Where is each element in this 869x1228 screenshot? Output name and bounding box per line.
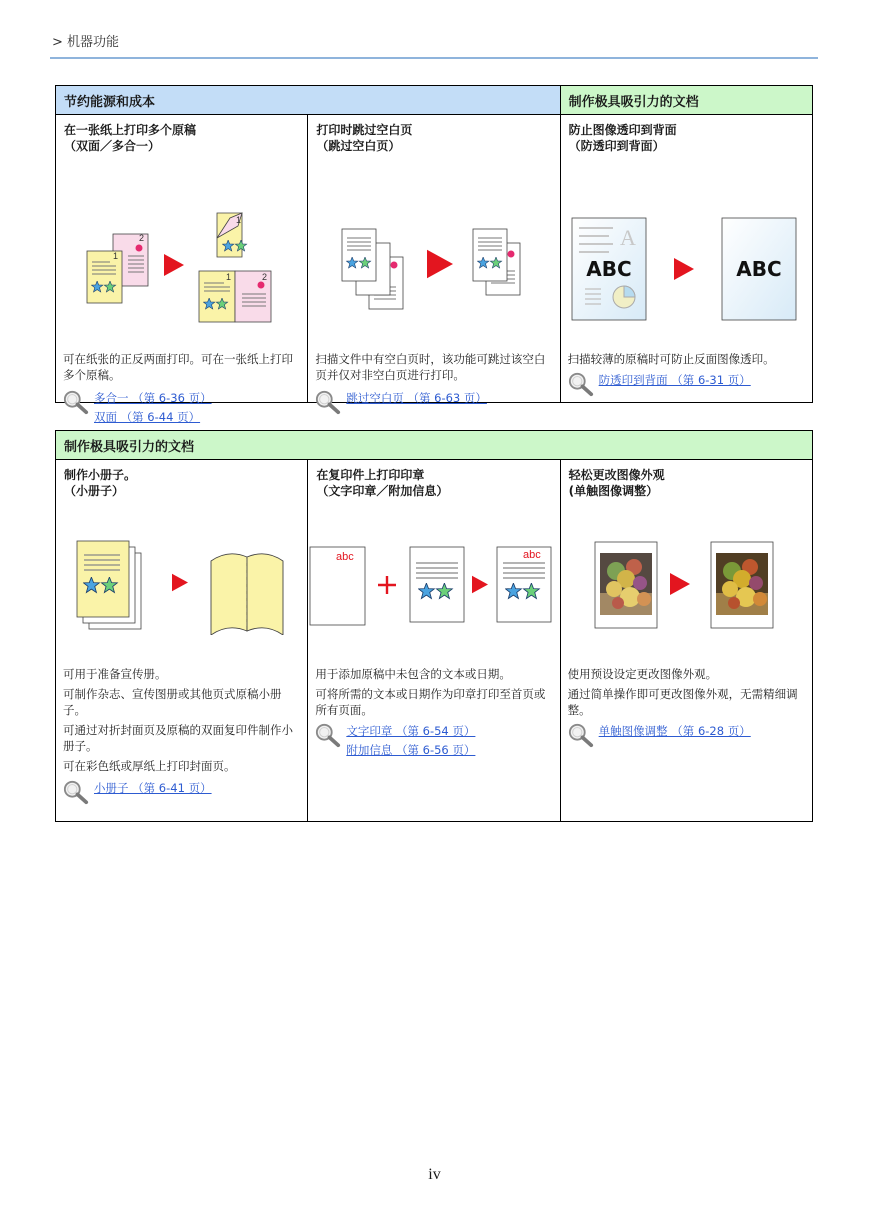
description-text: 可将所需的文本或日期作为印章打印至首页或所有页面。 bbox=[315, 687, 546, 717]
feature-cell-skip-blank bbox=[308, 115, 560, 403]
page-number-label: 2 bbox=[139, 233, 145, 243]
page-number-label: 1 bbox=[236, 215, 242, 225]
result-page-clean bbox=[722, 218, 796, 320]
result-text: ABC bbox=[735, 257, 782, 281]
stamp-text: abc bbox=[336, 551, 355, 563]
booklet-illustration bbox=[56, 535, 308, 635]
original-photo-page bbox=[595, 542, 657, 628]
feature-cell-booklet bbox=[56, 460, 308, 822]
feature-title: 在复印件上打印印章 bbox=[316, 468, 425, 482]
bleed-letter: A bbox=[619, 225, 636, 250]
feature-title: 制作小册子。 bbox=[64, 468, 137, 482]
link-prevent-bleed[interactable]: 防透印到背面 （第 6-31 页） bbox=[598, 373, 751, 387]
arrow-right-icon bbox=[427, 250, 453, 279]
feature-cell-stamp bbox=[308, 460, 560, 822]
feature-description bbox=[568, 351, 806, 371]
description-text: 可制作杂志、宣传图册或其他页式原稿小册子。 bbox=[63, 687, 282, 717]
link-skip-blank[interactable]: 跳过空白页 （第 6-63 页） bbox=[346, 391, 487, 405]
feature-description bbox=[63, 351, 301, 387]
magnifier-icon bbox=[63, 779, 89, 805]
arrow-right-icon bbox=[172, 574, 188, 592]
magnifier-icon bbox=[568, 722, 594, 748]
skip-blank-illustration bbox=[308, 225, 560, 315]
page-number: iv bbox=[428, 1166, 441, 1183]
feature-subtitle: （防透印到背面） bbox=[568, 139, 665, 153]
original-page-bleed bbox=[572, 218, 646, 320]
source-pages-stack bbox=[342, 229, 403, 309]
stamped-result-page bbox=[497, 547, 551, 622]
arrow-right-icon bbox=[674, 258, 694, 280]
stamp-page bbox=[310, 547, 365, 625]
feature-subtitle: （双面／多合一） bbox=[64, 139, 161, 153]
description-text: 可在彩色纸或厚纸上打印封面页。 bbox=[63, 759, 236, 773]
feature-title: 防止图像透印到背面 bbox=[568, 123, 677, 137]
feature-subtitle: （小册子） bbox=[64, 484, 125, 498]
link-additional-info[interactable]: 附加信息 （第 6-56 页） bbox=[346, 743, 476, 757]
description-text: 扫描较薄的原稿时可防止反面图像透印。 bbox=[567, 352, 775, 366]
description-text: 使用预设设定更改图像外观。 bbox=[567, 667, 718, 681]
magnifier-icon bbox=[315, 722, 341, 748]
feature-description bbox=[63, 666, 301, 778]
section-header-attractive-2: 制作极具吸引力的文档 bbox=[56, 431, 813, 460]
original-page bbox=[410, 547, 464, 622]
magnifier-icon bbox=[315, 389, 341, 415]
link-text-stamp[interactable]: 文字印章 （第 6-54 页） bbox=[346, 724, 476, 738]
page-number-label: 2 bbox=[262, 272, 268, 282]
feature-title: 在一张纸上打印多个原稿 bbox=[64, 123, 197, 137]
original-pages-stack bbox=[77, 541, 141, 629]
plus-icon bbox=[378, 576, 396, 594]
result-pages-stack bbox=[473, 229, 520, 295]
breadcrumb[interactable]: > 机器功能 bbox=[52, 35, 120, 50]
original-text: ABC bbox=[585, 257, 632, 281]
description-text: 扫描文件中有空白页时，该功能可跳过该空白页并仅对非空白页进行打印。 bbox=[315, 352, 546, 382]
feature-cell-image-adjust bbox=[560, 460, 812, 822]
description-text: 可在纸张的正反两面打印。可在一张纸上打印多个原稿。 bbox=[63, 352, 293, 382]
arrow-right-icon bbox=[164, 254, 184, 276]
duplex-result-page bbox=[217, 213, 247, 257]
stamp-text: abc bbox=[523, 549, 542, 561]
description-text: 可通过对折封面页及原稿的双面复印件制作小册子。 bbox=[63, 723, 293, 753]
original-page-1 bbox=[87, 251, 122, 303]
image-adjust-illustration bbox=[561, 540, 813, 632]
feature-title: 轻松更改图像外观 bbox=[568, 468, 665, 482]
description-text: 通过简单操作即可更改图像外观，无需精细调整。 bbox=[567, 687, 798, 717]
combine-illustration bbox=[56, 210, 308, 335]
header-rule bbox=[50, 57, 818, 59]
description-text: 用于添加原稿中未包含的文本或日期。 bbox=[315, 667, 511, 681]
magnifier-icon bbox=[63, 389, 89, 415]
description-text: 可用于准备宣传册。 bbox=[63, 667, 167, 681]
prevent-bleed-illustration bbox=[561, 215, 813, 325]
feature-subtitle: （文字印章／附加信息） bbox=[316, 484, 449, 498]
link-combine[interactable]: 多合一 （第 6-36 页） bbox=[94, 391, 212, 405]
magnifier-icon bbox=[568, 371, 594, 397]
feature-description bbox=[568, 666, 806, 722]
section-header-attractive: 制作极具吸引力的文档 bbox=[560, 86, 812, 115]
arrow-right-icon bbox=[472, 576, 488, 594]
feature-cell-combine bbox=[56, 115, 308, 424]
stamp-illustration bbox=[308, 545, 560, 630]
arrow-right-icon bbox=[670, 573, 690, 595]
feature-title: 打印时跳过空白页 bbox=[316, 123, 413, 137]
folded-booklet bbox=[211, 554, 283, 635]
feature-description bbox=[315, 666, 553, 722]
link-duplex[interactable]: 双面 （第 6-44 页） bbox=[94, 410, 201, 424]
page-number-label: 1 bbox=[113, 251, 119, 261]
section-header-energy: 节约能源和成本 bbox=[56, 86, 561, 115]
feature-description bbox=[315, 351, 553, 387]
combine-result-page bbox=[199, 271, 271, 322]
page-number-label: 1 bbox=[226, 272, 232, 282]
link-booklet[interactable]: 小册子 （第 6-41 页） bbox=[94, 781, 212, 795]
adjusted-photo-page bbox=[711, 542, 773, 628]
link-image-adjust[interactable]: 单触图像调整 （第 6-28 页） bbox=[598, 724, 751, 738]
feature-subtitle: （跳过空白页） bbox=[316, 139, 401, 153]
features-table-2 bbox=[55, 430, 813, 822]
feature-cell-prevent-bleed bbox=[560, 115, 812, 403]
features-table-1 bbox=[55, 85, 813, 424]
feature-subtitle: (单触图像调整） bbox=[568, 484, 659, 498]
